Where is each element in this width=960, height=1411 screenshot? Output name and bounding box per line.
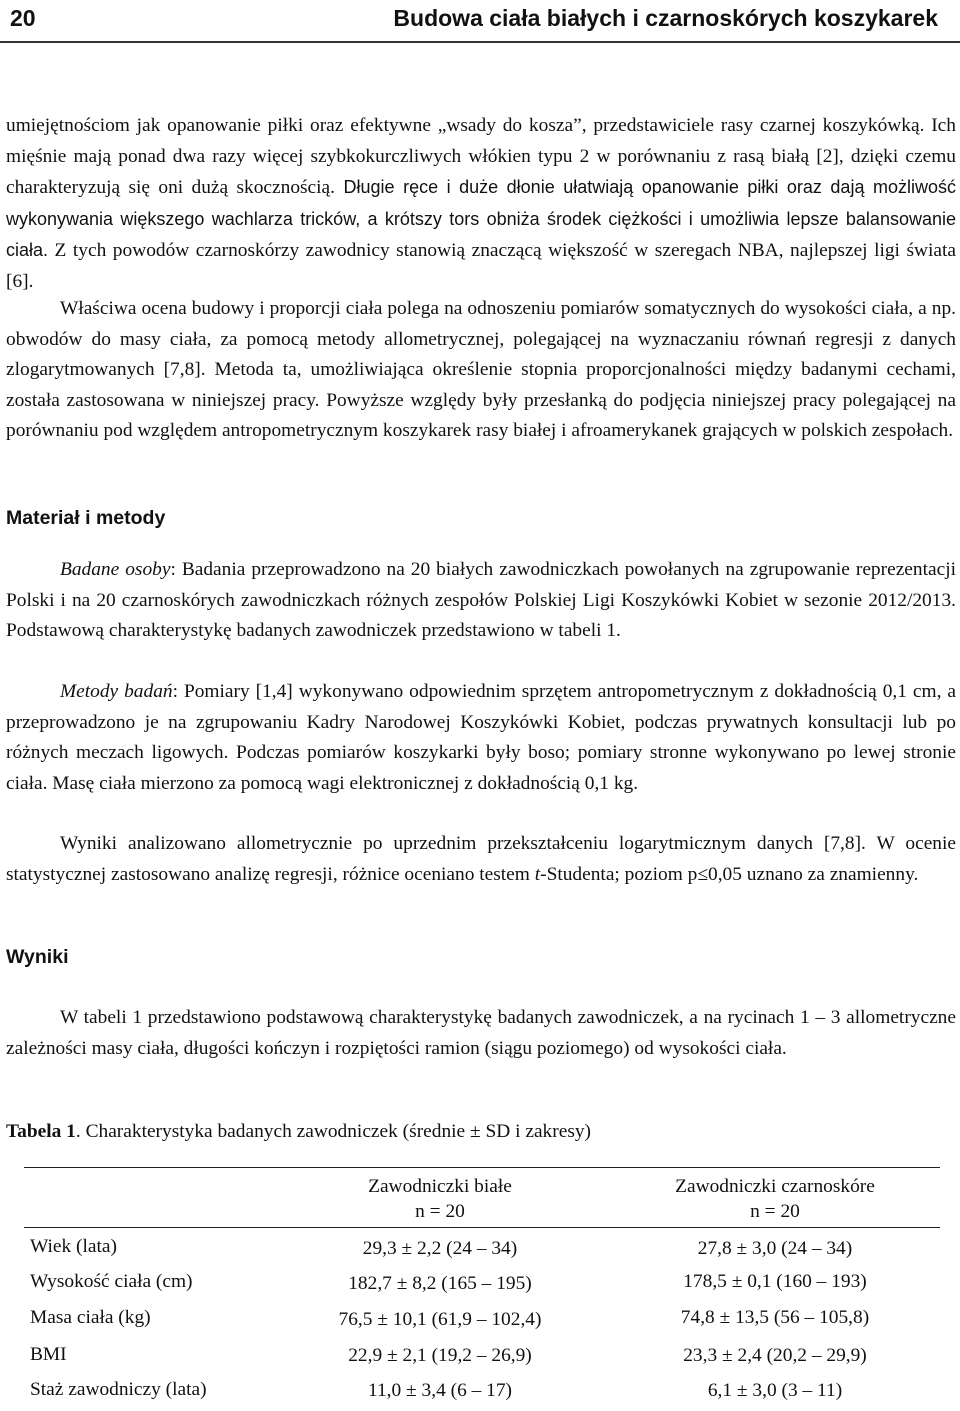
row-label: Masa ciała (kg) xyxy=(30,1307,151,1328)
subjects-label: Badane osoby xyxy=(60,559,171,580)
table-top-rule xyxy=(24,1167,940,1168)
row-value-black: 27,8 ± 3,0 (24 – 34) xyxy=(697,1238,853,1259)
methods-label: Metody badań xyxy=(60,681,173,702)
row-value-black: 74,8 ± 13,5 (56 – 105,8) xyxy=(680,1307,870,1328)
row-value-black: 23,3 ± 2,4 (20,2 – 29,9) xyxy=(683,1345,867,1366)
table-header-black-title: Zawodniczki czarnoskóre xyxy=(675,1176,875,1197)
methods-text: : Pomiary [1,4] wykonywano odpowiednim sprzętem antropometrycznym z dokładnością 0,1 cm, a przeprowadzono je na zgrupowaniu Kadry Narodowej Koszykówki Kobiet, podczas prywatnych konsultacji lub po różnych meczach ligowych. Podczas pomiarów koszykarki były boso; pomiary stronne wykonywano po lewej stronie ciała. Masę ciała mierzono za pomocą wagi elektronicznej z dokładnością 0,1 kg. xyxy=(6,681,956,794)
intro-text-serif-1: umiejętnościom jak opanowanie piłki oraz efektywne „wsady do kosza”, przedstawiciele rasy czarnej koszykówką. Ich mięśnie mają ponad dwa razy więcej szybkokurczliwych włókien typu 2 w porównaniu z rasą białą [2], dzięki czemu charakteryzują się oni dużą skocznością. xyxy=(6,115,956,198)
running-title: Budowa ciała białych i czarnoskórych koszykarek xyxy=(393,5,938,31)
analysis-text-2: -Studenta; poziom p≤0,05 uznano za znamienny. xyxy=(540,863,919,885)
table-header-white-title: Zawodniczki białe xyxy=(368,1176,512,1197)
table-caption-text: . Charakterystyka badanych zawodniczek (średnie ± SD i zakresy) xyxy=(75,1121,592,1142)
methods-heading: Materiał i metody xyxy=(6,507,166,529)
table-caption-label: Tabela 1 xyxy=(6,1121,76,1142)
row-label: BMI xyxy=(30,1344,67,1365)
methods-paragraph xyxy=(6,677,956,799)
intro-paragraph-2: Właściwa ocena budowy i proporcji ciała polega na odnoszeniu pomiarów somatycznych do wysokości ciała, a np. obwodów do masy ciała, za pomocą metody allometrycznej, polegającej na wyznaczaniu równań regresji z danych zlogarytmowanych [7,8]. Metoda ta, umożliwiająca określenie stopnia proporcjonalności między badanymi cechami, została zastosowana w niniejszej pracy. Powyższe względy były przesłanką do podjęcia niniejszej pracy polegającej na porównaniu pod względem antropometrycznym koszykarek rasy białej i afroamerykanek grających w polskich zespołach. xyxy=(6,298,956,441)
intro-text-serif-2: Z tych powodów czarnoskórzy zawodnicy stanowią znaczącą większość w szeregach NBA, najlepszej ligi świata [6]. xyxy=(6,240,956,292)
row-value-black: 178,5 ± 0,1 (160 – 193) xyxy=(683,1271,867,1292)
row-value-white: 76,5 ± 10,1 (61,9 – 102,4) xyxy=(338,1309,542,1330)
table-caption xyxy=(6,1121,591,1143)
table-header-white xyxy=(300,1174,580,1224)
page-header xyxy=(0,0,960,44)
table-header-black-n: n = 20 xyxy=(750,1201,800,1222)
row-value-black: 6,1 ± 3,0 (3 – 11) xyxy=(707,1380,843,1401)
table-header-white-n: n = 20 xyxy=(415,1201,465,1222)
row-value-white: 29,3 ± 2,2 (24 – 34) xyxy=(362,1238,518,1259)
intro-text-sans: Długie ręce i duże dłonie ułatwiają opanowanie piłki oraz dają możliwość wykonywania większego wachlarza tricków, a krótszy tors obniża środek ciężkości i umożliwia lepsze balansowanie ciała. xyxy=(6,177,956,260)
row-label: Wiek (lata) xyxy=(30,1236,117,1257)
intro-paragraph-1 xyxy=(6,111,956,297)
table-header-black xyxy=(630,1174,920,1224)
header-rule xyxy=(0,41,960,43)
results-heading: Wyniki xyxy=(6,946,69,968)
row-value-white: 22,9 ± 2,1 (19,2 – 26,9) xyxy=(348,1345,532,1366)
row-label: Staż zawodniczy (lata) xyxy=(30,1379,207,1400)
table-header-rule xyxy=(24,1227,940,1228)
row-label: Wysokość ciała (cm) xyxy=(30,1271,193,1292)
results-paragraph: W tabeli 1 przedstawiono podstawową charakterystykę badanych zawodniczek, a na rycinach 1 – 3 allometryczne zależności masy ciała, długości kończyn i rozpiętości ramion (siągu poziomego) od wysokości ciała. xyxy=(6,1007,956,1059)
subjects-text: : Badania przeprowadzono na 20 białych zawodniczkach powołanych na zgrupowanie reprezentacji Polski i na 20 czarnoskórych zawodniczkach różnych zespołów Polskiej Ligi Koszykówki Kobiet w sezonie 2012/2013. Podstawową charakterystykę badanych zawodniczek przedstawiono w tabeli 1. xyxy=(6,559,956,641)
page-number: 20 xyxy=(10,5,36,31)
row-value-white: 11,0 ± 3,4 (6 – 17) xyxy=(367,1380,513,1401)
subjects-paragraph xyxy=(6,555,956,647)
analysis-paragraph xyxy=(6,829,956,890)
row-value-white: 182,7 ± 8,2 (165 – 195) xyxy=(348,1273,532,1294)
analysis-t: t xyxy=(534,863,541,885)
analysis-text-1: Wyniki analizowano allometrycznie po uprzednim przekształceniu logarytmicznym danych [7,8]. W ocenie statystycznej zastosowano analizę regresji, różnice oceniano testem xyxy=(6,833,956,885)
